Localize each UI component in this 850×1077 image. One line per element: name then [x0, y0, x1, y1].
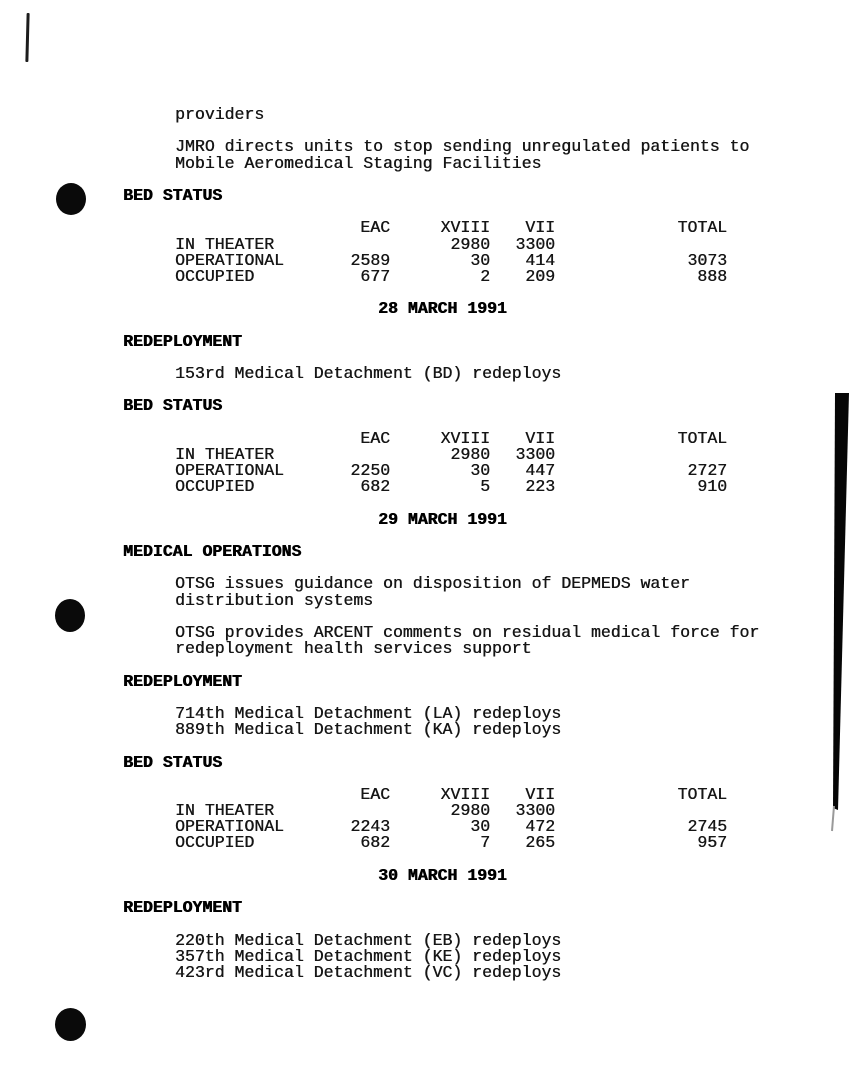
section-heading: REDEPLOYMENT — [123, 671, 242, 691]
cell-eac: 677 — [360, 266, 390, 286]
cell-xviii: 2980 — [450, 234, 490, 254]
row-label: IN THEATER — [175, 234, 275, 254]
cell-total: 910 — [697, 477, 727, 497]
paragraph-line: 423rd Medical Detachment (VC) redeploys — [175, 962, 562, 982]
row-label: OPERATIONAL — [175, 250, 284, 270]
cell-total: 2727 — [687, 461, 727, 481]
section-heading: REDEPLOYMENT — [123, 898, 242, 918]
row-label: OCCUPIED — [175, 833, 255, 853]
column-header-eac: EAC — [360, 428, 390, 448]
cell-xviii: 7 — [480, 833, 490, 853]
table-row — [175, 835, 850, 851]
row-label: IN THEATER — [175, 801, 275, 821]
cell-xviii: 30 — [470, 250, 490, 270]
bed-status-table — [0, 428, 850, 497]
paragraph-line: OTSG issues guidance on disposition of DEPMEDS water — [175, 574, 690, 594]
cell-eac: 682 — [360, 833, 390, 853]
column-header-total: TOTAL — [677, 218, 727, 238]
date-heading: 29 MARCH 1991 — [378, 509, 507, 529]
paragraph — [0, 366, 850, 382]
paragraph — [0, 107, 850, 123]
paragraph-line: OTSG provides ARCENT comments on residual medical force for — [175, 623, 760, 642]
table-header-row — [175, 428, 850, 448]
row-label: OCCUPIED — [175, 266, 255, 286]
paragraph-line: distribution systems — [175, 590, 374, 610]
cell-xviii: 30 — [470, 817, 490, 837]
paragraph — [0, 703, 850, 740]
row-label: OCCUPIED — [175, 477, 255, 497]
column-header-vii: VII — [525, 218, 555, 238]
pen-stroke-mark — [25, 13, 29, 62]
section-heading: BED STATUS — [123, 185, 223, 205]
cell-eac: 682 — [360, 477, 390, 497]
column-header-vii: VII — [525, 428, 555, 448]
table-row — [175, 819, 850, 835]
paragraph — [0, 625, 850, 657]
table-row — [175, 479, 850, 495]
paragraph-line: Mobile Aeromedical Staging Facilities — [175, 153, 542, 173]
table-header-row — [175, 220, 850, 236]
column-header-total: TOTAL — [677, 784, 727, 804]
paragraph-line: redeployment health services support — [175, 639, 532, 659]
paragraph — [0, 930, 850, 982]
column-header-xviii: XVIII — [440, 784, 490, 804]
column-header-xviii: XVIII — [440, 428, 490, 448]
paragraph-line: 889th Medical Detachment (KA) redeploys — [175, 720, 562, 740]
punch-hole-dot-icon — [55, 1008, 86, 1041]
table-row — [175, 250, 850, 270]
cell-total: 2745 — [687, 817, 727, 837]
date-heading: 28 MARCH 1991 — [378, 299, 507, 319]
column-header-xviii: XVIII — [440, 218, 490, 238]
cell-total: 3073 — [687, 250, 727, 270]
cell-vii: 3300 — [515, 801, 555, 821]
paragraph-line: 357th Medical Detachment (KE) redeploys — [175, 946, 562, 966]
paragraph — [0, 576, 850, 608]
table-row — [175, 463, 850, 479]
cell-vii: 447 — [525, 461, 555, 481]
cell-vii: 414 — [525, 250, 555, 270]
row-label: IN THEATER — [175, 444, 275, 464]
paragraph-line: JMRO directs units to stop sending unregulated patients to — [175, 137, 750, 157]
paragraph-line: 153rd Medical Detachment (BD) redeploys — [175, 364, 562, 383]
paragraph-line: 220th Medical Detachment (EB) redeploys — [175, 930, 562, 950]
cell-total: 888 — [697, 266, 727, 286]
column-header-total: TOTAL — [677, 428, 727, 448]
cell-xviii: 2 — [480, 266, 490, 286]
cell-total: 957 — [697, 833, 727, 853]
column-header-eac: EAC — [360, 218, 390, 238]
cell-vii: 3300 — [515, 444, 555, 464]
paragraph — [0, 139, 850, 171]
section-heading: REDEPLOYMENT — [123, 331, 242, 351]
row-label: OPERATIONAL — [175, 817, 284, 837]
date-heading: 30 MARCH 1991 — [378, 865, 507, 885]
row-label: OPERATIONAL — [175, 461, 284, 481]
cell-eac: 2250 — [350, 461, 390, 481]
section-heading: BED STATUS — [123, 752, 223, 772]
cell-vii: 209 — [525, 266, 555, 286]
cell-vii: 472 — [525, 817, 555, 837]
bed-status-table — [0, 220, 850, 285]
cell-xviii: 5 — [480, 477, 490, 497]
cell-xviii: 2980 — [450, 801, 490, 821]
section-heading: MEDICAL OPERATIONS — [123, 542, 302, 562]
column-header-eac: EAC — [360, 784, 390, 804]
column-header-vii: VII — [525, 784, 555, 804]
cell-vii: 3300 — [515, 234, 555, 254]
cell-vii: 265 — [525, 833, 555, 853]
paragraph-line: providers — [175, 105, 265, 124]
table-header-row — [175, 784, 850, 804]
document-content — [0, 107, 850, 981]
cell-xviii: 30 — [470, 461, 490, 481]
cell-xviii: 2980 — [450, 444, 490, 464]
section-heading: BED STATUS — [123, 396, 223, 416]
bed-status-table — [0, 784, 850, 853]
cell-eac: 2589 — [350, 250, 390, 270]
table-row — [175, 266, 850, 286]
cell-vii: 223 — [525, 477, 555, 497]
paragraph-line: 714th Medical Detachment (LA) redeploys — [175, 703, 562, 723]
cell-eac: 2243 — [350, 817, 390, 837]
